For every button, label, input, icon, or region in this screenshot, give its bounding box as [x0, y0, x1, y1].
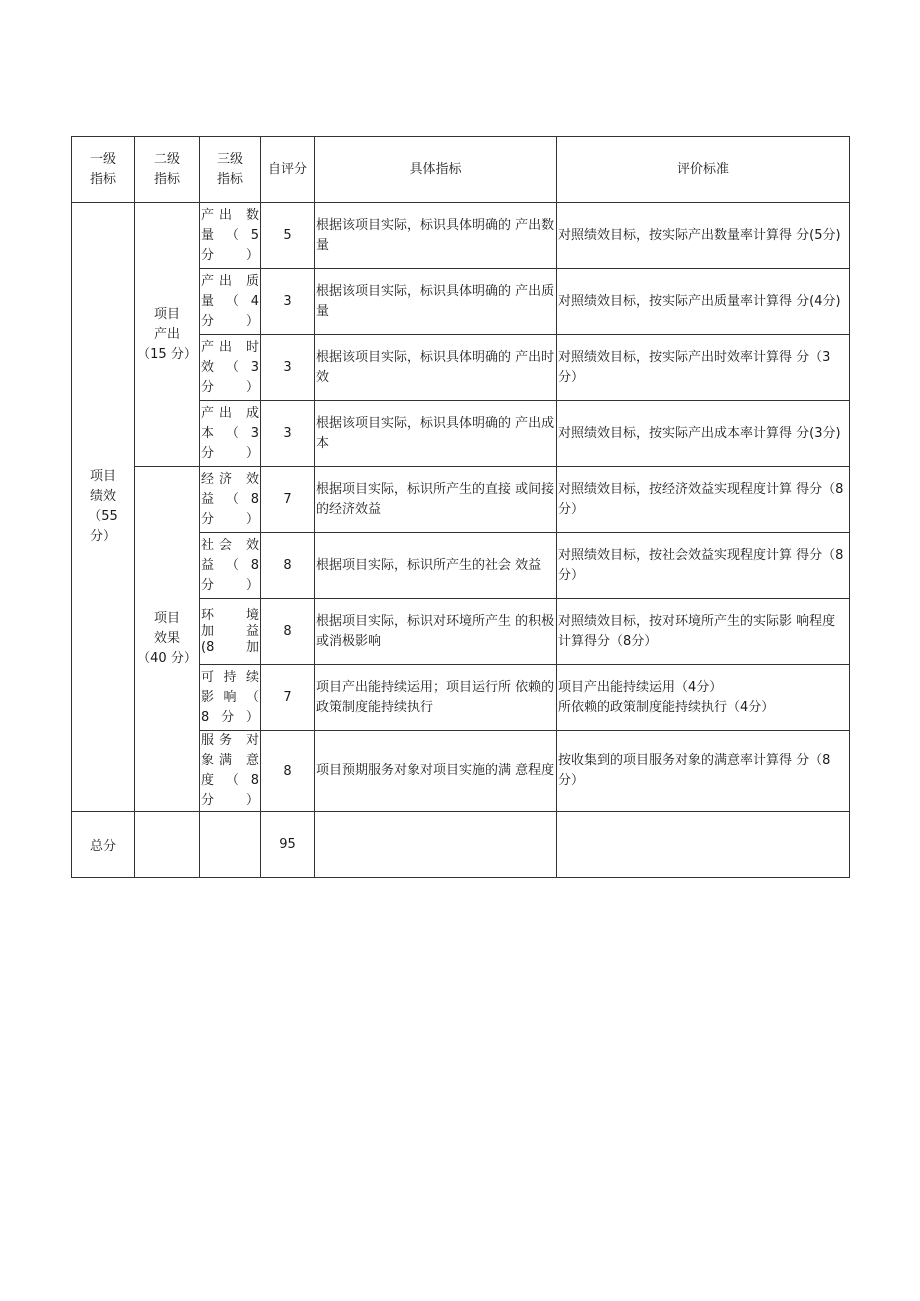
self-score: 3 — [261, 335, 315, 401]
empty-cell — [200, 812, 261, 878]
specific-indicator: 根据该项目实际，标识具体明确的 产出成本 — [315, 401, 557, 467]
evaluation-criteria: 对照绩效目标，按实际产出数量率计算得 分(5分) — [557, 203, 850, 269]
self-score: 8 — [261, 731, 315, 812]
evaluation-criteria: 对照绩效目标，按实际产出质量率计算得 分(4分) — [557, 269, 850, 335]
total-row — [72, 812, 850, 878]
level3-indicator: 服务 对 象满 意 度（8 分） — [200, 731, 261, 812]
specific-indicator: 根据该项目实际，标识具体明确的 产出时效 — [315, 335, 557, 401]
evaluation-criteria: 对照绩效目标，按实际产出成本率计算得 分(3分) — [557, 401, 850, 467]
evaluation-criteria: 对照绩效目标，按经济效益实现程度计算 得分（8分） — [557, 467, 850, 533]
table-row — [72, 467, 850, 533]
specific-indicator: 项目产出能持续运用；项目运行所 依赖的政策制度能持续执行 — [315, 665, 557, 731]
header-level1: 一级 指标 — [72, 137, 135, 203]
total-label: 总分 — [72, 812, 135, 878]
empty-cell — [557, 812, 850, 878]
self-score: 7 — [261, 467, 315, 533]
self-score: 7 — [261, 665, 315, 731]
header-level3: 三级 指标 — [200, 137, 261, 203]
specific-indicator: 根据该项目实际，标识具体明确的 产出质量 — [315, 269, 557, 335]
level2-project-effect: 项目 效果 （40 分） — [135, 467, 200, 812]
specific-indicator: 项目预期服务对象对项目实施的满 意程度 — [315, 731, 557, 812]
self-score: 5 — [261, 203, 315, 269]
header-evaluation-criteria: 评价标准 — [557, 137, 850, 203]
level2-project-output: 项目 产出 （15 分） — [135, 203, 200, 467]
evaluation-table — [71, 136, 850, 878]
level3-indicator: 产出 质 量（4 分） — [200, 269, 261, 335]
level3-indicator: 可持续 影响（ 8分） — [200, 665, 261, 731]
table-row — [72, 203, 850, 269]
self-score: 8 — [261, 599, 315, 665]
header-row — [72, 137, 850, 203]
level3-indicator: 产出 成 本（3 分） — [200, 401, 261, 467]
empty-cell — [315, 812, 557, 878]
header-level2: 二级 指标 — [135, 137, 200, 203]
self-score: 8 — [261, 533, 315, 599]
evaluation-criteria: 对照绩效目标，按社会效益实现程度计算 得分（8分） — [557, 533, 850, 599]
evaluation-criteria: 按收集到的项目服务对象的满意率计算得 分（8分） — [557, 731, 850, 812]
level3-indicator: 产出 数 量（5 分） — [200, 203, 261, 269]
self-score: 3 — [261, 401, 315, 467]
level3-indicator: 环 境 加 益 (8 加 — [200, 599, 261, 665]
level3-indicator: 经济 效 益（8 分） — [200, 467, 261, 533]
self-score: 3 — [261, 269, 315, 335]
level3-indicator: 社会 效 益（8 分） — [200, 533, 261, 599]
total-score: 95 — [261, 812, 315, 878]
empty-cell — [135, 812, 200, 878]
evaluation-criteria: 对照绩效目标，按对环境所产生的实际影 响程度计算得分（8分） — [557, 599, 850, 665]
specific-indicator: 根据项目实际，标识所产生的直接 或间接的经济效益 — [315, 467, 557, 533]
level3-indicator: 产出 时 效（3 分） — [200, 335, 261, 401]
evaluation-criteria: 对照绩效目标，按实际产出时效率计算得 分（3分） — [557, 335, 850, 401]
header-self-score: 自评分 — [261, 137, 315, 203]
header-specific-indicator: 具体指标 — [315, 137, 557, 203]
specific-indicator: 根据项目实际，标识对环境所产生 的积极或消极影响 — [315, 599, 557, 665]
specific-indicator: 根据项目实际，标识所产生的社会 效益 — [315, 533, 557, 599]
evaluation-criteria: 项目产出能持续运用（4分） 所依赖的政策制度能持续执行（4分） — [557, 665, 850, 731]
specific-indicator: 根据该项目实际，标识具体明确的 产出数量 — [315, 203, 557, 269]
level1-project-performance: 项目 绩效 （55 分） — [72, 203, 135, 812]
